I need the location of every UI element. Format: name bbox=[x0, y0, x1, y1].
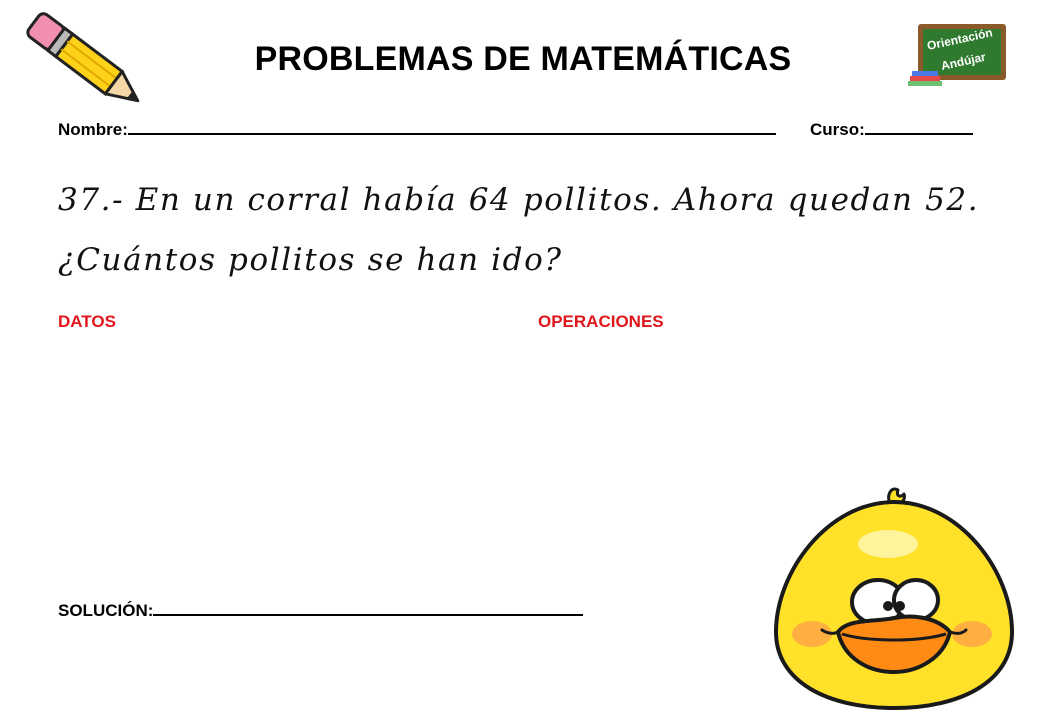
problem-line-1: 37.- En un corral había 64 pollitos. Ahora quedan 52. bbox=[58, 182, 980, 218]
solution-blank[interactable] bbox=[153, 598, 583, 616]
problem-line-2: ¿Cuántos pollitos se han ido? bbox=[58, 242, 563, 278]
logo-text-line1: Orientación bbox=[925, 25, 994, 53]
name-blank[interactable] bbox=[128, 117, 776, 135]
operations-section-label: OPERACIONES bbox=[538, 312, 664, 331]
course-label: Curso: bbox=[810, 120, 865, 139]
data-section-label: DATOS bbox=[58, 312, 116, 331]
solution-label: SOLUCIÓN: bbox=[58, 601, 154, 620]
page-title: PROBLEMAS DE MATEMÁTICAS bbox=[254, 40, 792, 78]
name-field bbox=[58, 117, 776, 141]
solution-field bbox=[58, 598, 583, 621]
name-label: Nombre: bbox=[58, 120, 128, 139]
chalkboard-logo bbox=[906, 22, 1010, 88]
logo-text-line2: Andújar bbox=[939, 49, 987, 73]
chick-illustration bbox=[768, 482, 1020, 714]
course-field bbox=[810, 117, 973, 141]
course-blank[interactable] bbox=[865, 117, 973, 135]
